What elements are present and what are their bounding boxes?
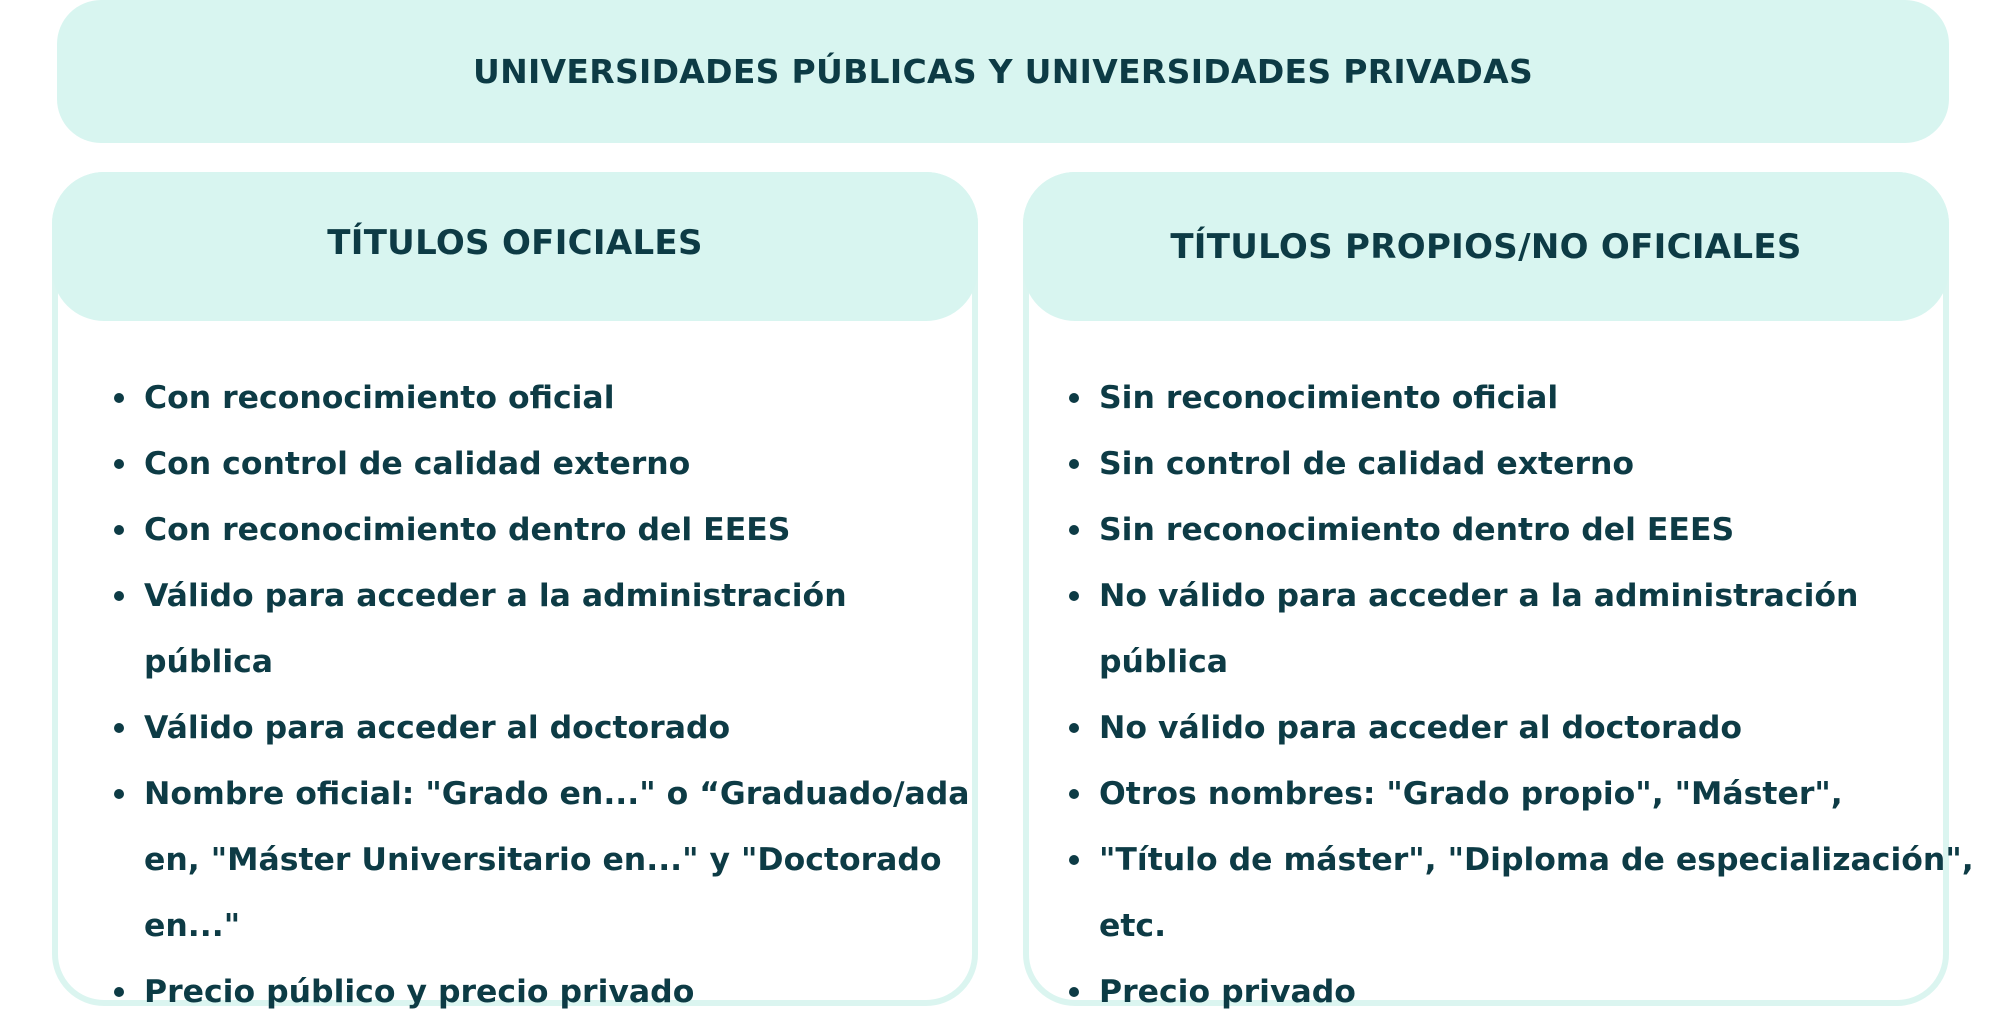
list-item xyxy=(1067,761,1947,827)
list-item-line: Otros nombres: "Grado propio", "Máster", xyxy=(1099,776,1843,812)
list-item xyxy=(1067,563,1947,695)
list-item xyxy=(1067,497,1947,563)
list-item-line: Con reconocimiento oficial xyxy=(144,380,615,416)
bullet-icon xyxy=(1069,591,1079,601)
bullet-icon xyxy=(1069,723,1079,733)
list-item-line: en, "Máster Universitario en..." y "Doctorado xyxy=(144,842,942,878)
bullet-icon xyxy=(1069,855,1079,865)
bullet-icon xyxy=(1069,459,1079,469)
bullet-icon xyxy=(114,393,124,403)
list-item-line: No válido para acceder al doctorado xyxy=(1099,710,1743,746)
list-item-line: Sin reconocimiento oficial xyxy=(1099,380,1559,416)
unofficial-titles-title: TÍTULOS PROPIOS/NO OFICIALES xyxy=(1170,226,1802,267)
page-title: UNIVERSIDADES PÚBLICAS Y UNIVERSIDADES PRIVADAS xyxy=(472,52,1534,91)
list-item-line: Válido para acceder a la administración xyxy=(144,578,847,614)
list-item-line: Precio público y precio privado xyxy=(144,974,695,1010)
bullet-icon xyxy=(114,591,124,601)
list-item-line: Precio privado xyxy=(1099,974,1356,1010)
official-titles-list xyxy=(112,365,970,1025)
list-item xyxy=(1067,827,1974,959)
list-item xyxy=(112,431,962,497)
list-item-line: "Título de máster", "Diploma de especialización", xyxy=(1099,842,1974,878)
bullet-icon xyxy=(114,525,124,535)
header-banner xyxy=(57,0,1949,143)
bullet-icon xyxy=(114,459,124,469)
list-item-line: en..." xyxy=(144,908,241,944)
list-item-line: Nombre oficial: "Grado en..." o “Graduado/ada xyxy=(144,776,970,812)
list-item xyxy=(1067,365,1947,431)
list-item xyxy=(1067,431,1947,497)
list-item-line: Con control de calidad externo xyxy=(144,446,691,482)
official-titles-title: TÍTULOS OFICIALES xyxy=(327,222,703,263)
bullet-icon xyxy=(114,987,124,997)
list-item-line: No válido para acceder a la administración xyxy=(1099,578,1859,614)
list-item-line: Con reconocimiento dentro del EEES xyxy=(144,512,791,548)
unofficial-titles-header xyxy=(1023,172,1949,321)
bullet-icon xyxy=(114,789,124,799)
list-item xyxy=(112,959,962,1025)
official-titles-card xyxy=(52,172,978,1010)
bullet-icon xyxy=(1069,789,1079,799)
list-item-line: Sin control de calidad externo xyxy=(1099,446,1635,482)
bullet-icon xyxy=(1069,525,1079,535)
bullet-icon xyxy=(1069,987,1079,997)
list-item xyxy=(112,761,970,959)
list-item xyxy=(1067,959,1947,1025)
bullet-icon xyxy=(1069,393,1079,403)
list-item xyxy=(1067,695,1947,761)
list-item xyxy=(112,497,962,563)
unofficial-titles-card xyxy=(1023,172,1974,1010)
list-item xyxy=(112,695,962,761)
official-titles-header xyxy=(52,172,978,321)
list-item-line: pública xyxy=(1099,644,1229,680)
list-item xyxy=(112,563,962,695)
list-item-line: etc. xyxy=(1099,908,1167,944)
list-item-line: Válido para acceder al doctorado xyxy=(144,710,731,746)
bullet-icon xyxy=(114,723,124,733)
unofficial-titles-list xyxy=(1067,365,1974,1025)
list-item xyxy=(112,365,962,431)
list-item-line: Sin reconocimiento dentro del EEES xyxy=(1099,512,1735,548)
list-item-line: pública xyxy=(144,644,274,680)
